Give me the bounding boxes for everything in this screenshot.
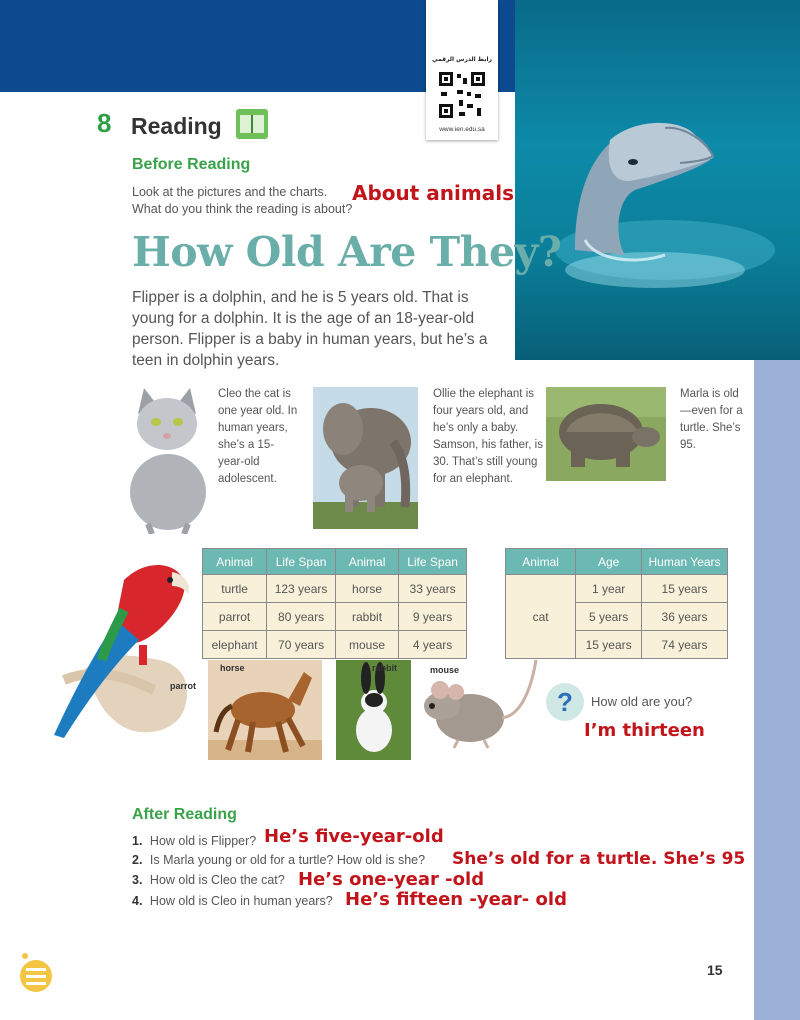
table-header: Animal xyxy=(203,549,267,575)
after-reading-item-1 xyxy=(132,834,256,848)
item-number: 4. xyxy=(132,894,143,908)
table-cell: 70 years xyxy=(267,631,336,659)
item-question: How old is Flipper? xyxy=(149,834,257,848)
table-cell: rabbit xyxy=(335,603,398,631)
after-reading-item-3 xyxy=(132,873,285,887)
before-reading-heading: Before Reading xyxy=(132,156,251,173)
mouse-label: mouse xyxy=(430,665,460,675)
table-header: Life Span xyxy=(399,549,467,575)
reading-title: How Old Are They? xyxy=(132,228,562,276)
table-header: Human Years xyxy=(642,549,728,575)
table-cell: turtle xyxy=(203,575,267,603)
before-reading-answer: About animals xyxy=(352,181,514,205)
parrot-image xyxy=(44,560,204,746)
qr-code-card[interactable] xyxy=(426,0,498,140)
table-cell: 123 years xyxy=(267,575,336,603)
item-question: How old is Cleo the cat? xyxy=(149,873,285,887)
turtle-caption: Marla is old—even for a turtle. She’s 95. xyxy=(680,388,743,451)
book-icon xyxy=(236,109,268,139)
qr-code-icon[interactable] xyxy=(437,70,487,120)
item-number: 2. xyxy=(132,853,143,867)
question-text: How old are you? xyxy=(591,694,693,709)
elephant-caption: Ollie the elephant is four years old, and he’s only a baby. Samson, his father, is 30. That’s still young for an elephant. xyxy=(433,388,543,485)
question-mark-icon: ? xyxy=(557,687,573,717)
life-span-table xyxy=(202,548,467,659)
item-number: 1. xyxy=(132,834,143,848)
rabbit-label: rabbit xyxy=(372,663,398,673)
table-cell: 15 years xyxy=(642,575,728,603)
parrot-label: parrot xyxy=(170,681,197,691)
cat-caption: Cleo the cat is one year old. In human years, she’s a 15-year-old adolescent. xyxy=(218,388,298,485)
table-cell: 80 years xyxy=(267,603,336,631)
before-reading-line-1: Look at the pictures and the charts. xyxy=(132,185,328,199)
item-answer-2: She’s old for a turtle. She’s 95 xyxy=(452,849,746,869)
table-header: Animal xyxy=(506,549,576,575)
table-row xyxy=(203,575,467,603)
table-cell: 15 years xyxy=(576,631,642,659)
after-reading-heading: After Reading xyxy=(132,806,237,823)
table-row xyxy=(506,575,728,603)
item-answer-4: He’s fifteen -year- old xyxy=(345,889,567,910)
lesson-title: Reading xyxy=(131,113,222,139)
item-answer-1: He’s five-year-old xyxy=(264,826,444,847)
age-table xyxy=(505,548,728,659)
reading-intro: Flipper is a dolphin, and he is 5 years old. That is young for a dolphin. It is the age of an 18-year-old person. Flipper is a baby in human years, but he’s a teen in dolphin years. xyxy=(132,289,488,369)
table-cell: 1 year xyxy=(576,575,642,603)
table-cell: 36 years xyxy=(642,603,728,631)
table-cell: 9 years xyxy=(399,603,467,631)
before-reading-line-2: What do you think the reading is about? xyxy=(132,202,353,216)
lesson-number: 8 xyxy=(97,108,112,138)
cat-image xyxy=(118,384,214,534)
table-cell: horse xyxy=(335,575,398,603)
table-header: Life Span xyxy=(267,549,336,575)
right-sidebar-strip xyxy=(754,360,800,1020)
table-cell: parrot xyxy=(203,603,267,631)
table-cell: mouse xyxy=(335,631,398,659)
after-reading-item-4 xyxy=(132,894,333,908)
page-number: 15 xyxy=(707,962,723,978)
table-row xyxy=(203,631,467,659)
publisher-logo-icon xyxy=(16,950,56,994)
table-cell: cat xyxy=(506,575,576,659)
table-header: Animal xyxy=(335,549,398,575)
rabbit-image xyxy=(336,660,411,760)
table-cell: 74 years xyxy=(642,631,728,659)
horse-label: horse xyxy=(220,663,245,673)
item-number: 3. xyxy=(132,873,143,887)
table-cell: 4 years xyxy=(399,631,467,659)
turtle-image xyxy=(546,387,666,481)
dolphin-illustration xyxy=(515,0,800,360)
table-cell: elephant xyxy=(203,631,267,659)
question-answer: I’m thirteen xyxy=(584,720,705,741)
qr-url: www.ien.edu.sa xyxy=(439,126,485,133)
table-row xyxy=(203,603,467,631)
item-question: Is Marla young or old for a turtle? How old is she? xyxy=(149,853,426,867)
dolphin-photo xyxy=(515,0,800,360)
horse-image xyxy=(208,660,322,760)
table-cell: 5 years xyxy=(576,603,642,631)
table-header: Age xyxy=(576,549,642,575)
after-reading-item-2 xyxy=(132,853,425,867)
item-answer-3: He’s one-year -old xyxy=(298,869,485,890)
elephant-image xyxy=(313,387,418,529)
item-question: How old is Cleo in human years? xyxy=(149,894,333,908)
qr-label: رابط الدرس الرقمي xyxy=(432,56,492,63)
table-cell: 33 years xyxy=(399,575,467,603)
